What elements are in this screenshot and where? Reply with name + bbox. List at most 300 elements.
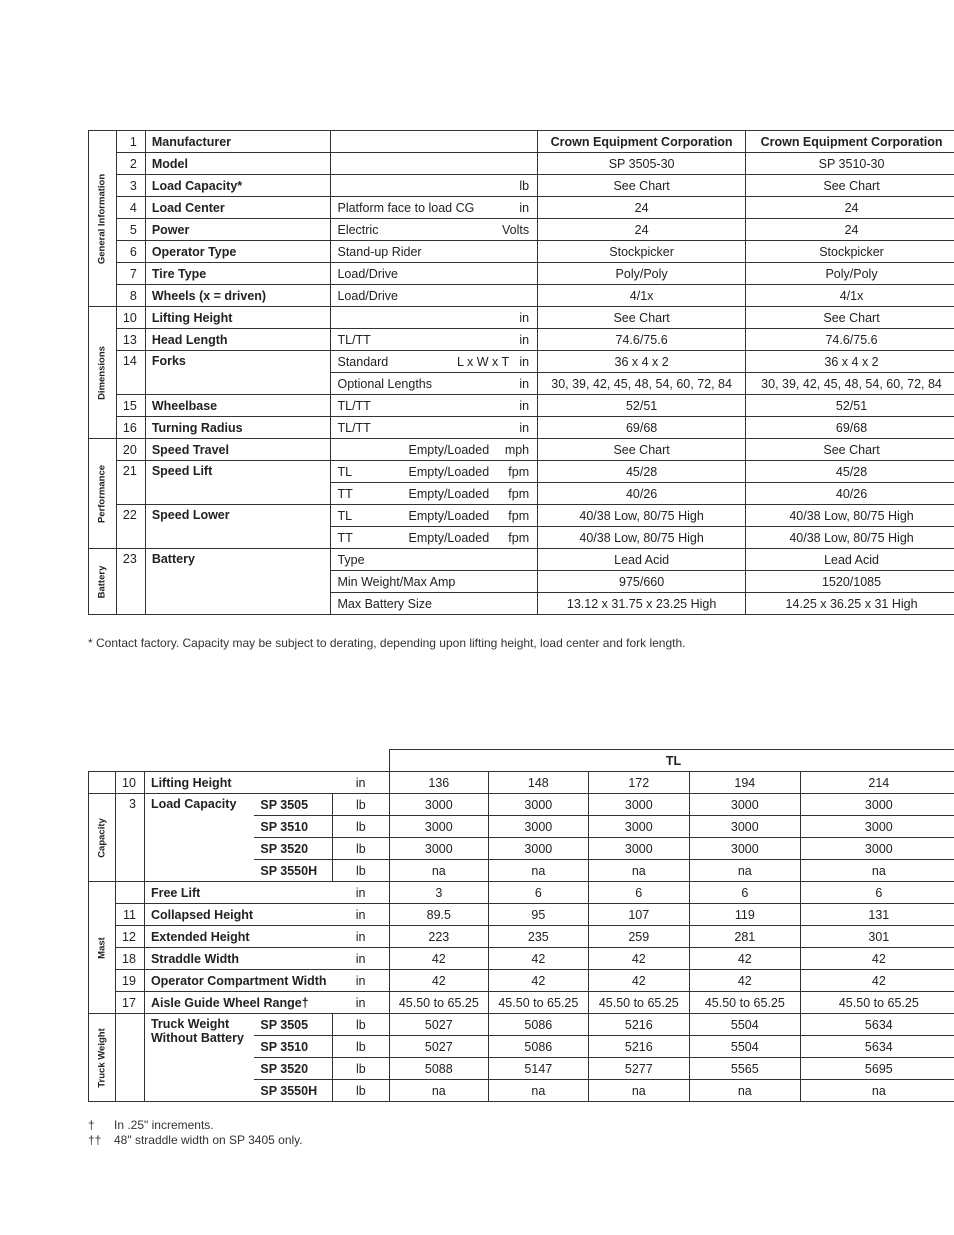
spec-row: [89, 131, 954, 153]
row-label: [144, 992, 332, 1014]
section-label-text: Mast: [96, 936, 108, 959]
row-label: [144, 1014, 254, 1102]
spec-text: Max Battery Size: [337, 596, 432, 611]
value-cell: 24: [746, 219, 954, 241]
section-label-text: Battery: [96, 565, 108, 598]
value-cell: 5695: [800, 1058, 954, 1080]
spec-text: Stand-up Rider: [337, 244, 422, 259]
row-spec: [331, 461, 538, 483]
value-cell: na: [389, 1080, 489, 1102]
row-spec: [331, 153, 538, 175]
spec-text: TL/TT: [337, 332, 371, 347]
row-number: 12: [115, 926, 144, 948]
spec-text: Standard: [337, 354, 389, 369]
value-cell: 5147: [489, 1058, 589, 1080]
row-spec: [331, 307, 538, 329]
value-cell: Lead Acid: [746, 549, 954, 571]
footnote-capacity: * Contact factory. Capacity may be subject to derating, depending upon lifting height, load center and fork length.: [88, 636, 686, 650]
value-cell: 235: [489, 926, 589, 948]
spec-row: [89, 461, 954, 483]
value-cell: 6: [489, 882, 589, 904]
spec-row: [89, 153, 954, 175]
spec-condition: Empty/Loaded: [408, 530, 490, 545]
unit-cell: lb: [333, 838, 390, 860]
row-number: 17: [115, 992, 144, 1014]
value-cell: 5504: [689, 1014, 800, 1036]
value-cell: 45.50 to 65.25: [689, 992, 800, 1014]
row-label: Tire Type: [145, 263, 331, 285]
spec-row: [89, 439, 954, 461]
value-cell: 42: [489, 948, 589, 970]
spec-unit: fpm: [508, 486, 530, 501]
row-label-text: Straddle Width: [150, 951, 240, 966]
value-cell: 3000: [800, 794, 954, 816]
row-label: Wheels (x = driven): [145, 285, 331, 307]
value-cell: 36 x 4 x 2: [746, 351, 954, 373]
row-label: [144, 948, 332, 970]
value-cell: 259: [588, 926, 689, 948]
capacity-row: [89, 926, 954, 948]
value-cell: 3000: [588, 816, 689, 838]
row-number: 3: [115, 794, 144, 882]
value-cell: 95: [489, 904, 589, 926]
row-number: 20: [116, 439, 145, 461]
value-cell: na: [389, 860, 489, 882]
value-cell: 1520/1085: [746, 571, 954, 593]
spec-text: TT: [337, 486, 353, 501]
row-number: 16: [116, 417, 145, 439]
row-label-text: Truck Weight: [150, 1017, 230, 1031]
value-cell: 42: [389, 948, 489, 970]
value-cell: 5565: [689, 1058, 800, 1080]
row-label: Speed Lift: [145, 461, 331, 505]
row-label: Load Capacity*: [145, 175, 331, 197]
value-cell: 45.50 to 65.25: [800, 992, 954, 1014]
value-cell: Crown Equipment Corporation: [538, 131, 746, 153]
row-number: 13: [116, 329, 145, 351]
spec-row: [89, 175, 954, 197]
capacity-row: [89, 772, 954, 794]
unit-cell: in: [333, 948, 390, 970]
unit-cell: lb: [333, 794, 390, 816]
value-cell: 42: [588, 948, 689, 970]
footnote-dagger: † In .25" increments.: [88, 1118, 214, 1132]
section-label-text: Truck Weight: [96, 1027, 108, 1088]
value-cell: See Chart: [746, 439, 954, 461]
capacity-row: [89, 970, 954, 992]
unit-cell: lb: [333, 816, 390, 838]
value-cell: 30, 39, 42, 45, 48, 54, 60, 72, 84: [538, 373, 746, 395]
value-cell: See Chart: [538, 439, 746, 461]
value-cell: 45/28: [538, 461, 746, 483]
row-label: [144, 904, 332, 926]
unit-cell: lb: [333, 1036, 390, 1058]
row-spec: [331, 329, 538, 351]
spec-unit: Volts: [502, 222, 530, 237]
value-cell: 131: [800, 904, 954, 926]
row-spec: [331, 417, 538, 439]
capacity-table: [88, 749, 954, 1102]
unit-cell: in: [333, 772, 390, 794]
value-cell: 13.12 x 31.75 x 23.25 High: [538, 593, 746, 615]
spec-text: TL/TT: [337, 420, 371, 435]
section-label: [89, 131, 117, 307]
row-spec: [331, 175, 538, 197]
row-label: [144, 794, 254, 882]
value-cell: 42: [800, 948, 954, 970]
row-label: [144, 970, 332, 992]
row-label-text: Lifting Height: [150, 775, 232, 790]
capacity-row: [89, 882, 954, 904]
value-cell: 42: [389, 970, 489, 992]
row-number: 10: [116, 307, 145, 329]
row-spec: [331, 263, 538, 285]
value-cell: 3000: [800, 838, 954, 860]
value-cell: 24: [538, 197, 746, 219]
section-label-text: Performance: [96, 464, 108, 523]
value-cell: 74.6/75.6: [538, 329, 746, 351]
value-cell: 107: [588, 904, 689, 926]
spec-unit: in: [519, 354, 530, 369]
model-label: SP 3510: [254, 1036, 332, 1058]
spec-text: Electric: [337, 222, 379, 237]
footnote-double-dagger: †† 48" straddle width on SP 3405 only.: [88, 1133, 303, 1147]
row-spec: [331, 593, 538, 615]
row-number: 22: [116, 505, 145, 549]
value-cell: 3000: [689, 816, 800, 838]
value-cell: 6: [800, 882, 954, 904]
value-cell: 52/51: [538, 395, 746, 417]
row-label: Speed Travel: [145, 439, 331, 461]
unit-cell: in: [333, 992, 390, 1014]
row-label: Turning Radius: [145, 417, 331, 439]
section-label-text: Dimensions: [96, 345, 108, 400]
value-cell: 3000: [489, 816, 589, 838]
value-cell: 3000: [389, 816, 489, 838]
value-cell: 14.25 x 36.25 x 31 High: [746, 593, 954, 615]
row-label: Lifting Height: [145, 307, 331, 329]
value-cell: 42: [689, 970, 800, 992]
value-cell: 3000: [489, 794, 589, 816]
spec-row: [89, 351, 954, 373]
row-number: 15: [116, 395, 145, 417]
row-spec: [331, 373, 538, 395]
value-cell: 4/1x: [538, 285, 746, 307]
value-cell: na: [800, 1080, 954, 1102]
spec-row: [89, 219, 954, 241]
row-number: 8: [116, 285, 145, 307]
unit-cell: in: [333, 970, 390, 992]
spec-text: Optional Lengths: [337, 376, 432, 391]
row-number: 7: [116, 263, 145, 285]
value-cell: 45/28: [746, 461, 954, 483]
spec-text: TL: [337, 464, 353, 479]
value-cell: 194: [689, 772, 800, 794]
value-cell: na: [489, 860, 589, 882]
section-label: [89, 882, 116, 1014]
row-number: 1: [116, 131, 145, 153]
row-label-text: Free Lift: [150, 885, 201, 900]
model-label: SP 3505: [254, 794, 332, 816]
unit-cell: in: [333, 904, 390, 926]
value-cell: 5216: [588, 1014, 689, 1036]
row-spec: [331, 285, 538, 307]
section-label: [89, 307, 117, 439]
value-cell: 40/38 Low, 80/75 High: [746, 527, 954, 549]
value-cell: 5277: [588, 1058, 689, 1080]
value-cell: SP 3505-30: [538, 153, 746, 175]
value-cell: See Chart: [746, 307, 954, 329]
value-cell: 172: [588, 772, 689, 794]
spec-text: TL/TT: [337, 398, 371, 413]
value-cell: na: [689, 860, 800, 882]
spec-unit: in: [519, 200, 530, 215]
value-cell: 36 x 4 x 2: [538, 351, 746, 373]
spec-unit: in: [519, 398, 530, 413]
value-cell: 5634: [800, 1036, 954, 1058]
spec-row: [89, 329, 954, 351]
capacity-row: [89, 1014, 954, 1036]
model-label: SP 3550H: [254, 860, 332, 882]
row-number: 5: [116, 219, 145, 241]
spec-text: Platform face to load CG: [337, 200, 475, 215]
value-cell: 3000: [489, 838, 589, 860]
value-cell: 148: [489, 772, 589, 794]
value-cell: 40/26: [746, 483, 954, 505]
value-cell: na: [800, 860, 954, 882]
row-label: Manufacturer: [145, 131, 331, 153]
value-cell: 69/68: [746, 417, 954, 439]
unit-cell: lb: [333, 1058, 390, 1080]
section-label: [89, 439, 117, 549]
spec-text: Load/Drive: [337, 266, 398, 281]
capacity-row: [89, 948, 954, 970]
spec-row: [89, 307, 954, 329]
section-label: [89, 549, 117, 615]
row-label: [144, 882, 332, 904]
row-label-text: Extended Height: [150, 929, 250, 944]
model-label: SP 3520: [254, 1058, 332, 1080]
spec-condition: Empty/Loaded: [408, 442, 490, 457]
value-cell: Poly/Poly: [746, 263, 954, 285]
row-label-text: Load Capacity: [150, 797, 237, 811]
section-label-text: Capacity: [96, 817, 108, 858]
row-number: 18: [115, 948, 144, 970]
model-label: SP 3510: [254, 816, 332, 838]
value-cell: na: [588, 1080, 689, 1102]
value-cell: 3000: [689, 794, 800, 816]
value-cell: Stockpicker: [538, 241, 746, 263]
spec-text: Load/Drive: [337, 288, 398, 303]
row-label: Speed Lower: [145, 505, 331, 549]
model-label: SP 3520: [254, 838, 332, 860]
value-cell: See Chart: [538, 175, 746, 197]
value-cell: 42: [588, 970, 689, 992]
spec-row: [89, 263, 954, 285]
value-cell: 5027: [389, 1036, 489, 1058]
value-cell: 119: [689, 904, 800, 926]
value-cell: 42: [689, 948, 800, 970]
value-cell: 3000: [800, 816, 954, 838]
row-number: 6: [116, 241, 145, 263]
value-cell: 3000: [588, 794, 689, 816]
spec-unit: in: [519, 310, 530, 325]
row-number: 14: [116, 351, 145, 395]
spec-text: TT: [337, 530, 353, 545]
value-cell: 3000: [588, 838, 689, 860]
row-number: [115, 1014, 144, 1102]
value-cell: na: [588, 860, 689, 882]
row-spec: [331, 241, 538, 263]
value-cell: 40/38 Low, 80/75 High: [538, 505, 746, 527]
value-cell: na: [689, 1080, 800, 1102]
section-label: [89, 1014, 116, 1102]
value-cell: 42: [800, 970, 954, 992]
spec-row: [89, 505, 954, 527]
row-label-text: Aisle Guide Wheel Range†: [150, 995, 309, 1010]
value-cell: See Chart: [746, 175, 954, 197]
value-cell: 975/660: [538, 571, 746, 593]
header-spacer: [89, 750, 390, 772]
value-cell: 42: [489, 970, 589, 992]
row-number: 19: [115, 970, 144, 992]
row-spec: [331, 527, 538, 549]
row-number: 4: [116, 197, 145, 219]
spec-row: [89, 241, 954, 263]
unit-cell: lb: [333, 860, 390, 882]
spec-unit: fpm: [508, 530, 530, 545]
row-spec: [331, 505, 538, 527]
spec-row: [89, 549, 954, 571]
value-cell: 301: [800, 926, 954, 948]
row-spec: [331, 197, 538, 219]
row-label: Operator Type: [145, 241, 331, 263]
value-cell: 3: [389, 882, 489, 904]
spec-unit: in: [519, 332, 530, 347]
row-number: 10: [115, 772, 144, 794]
row-label-text-2: Without Battery: [150, 1031, 244, 1045]
row-label: [144, 772, 332, 794]
spec-unit: fpm: [508, 508, 530, 523]
spec-unit: in: [519, 420, 530, 435]
value-cell: 52/51: [746, 395, 954, 417]
value-cell: 5088: [389, 1058, 489, 1080]
value-cell: 89.5: [389, 904, 489, 926]
spec-unit: lb: [519, 178, 530, 193]
value-cell: 30, 39, 42, 45, 48, 54, 60, 72, 84: [746, 373, 954, 395]
section-empty: [89, 772, 116, 794]
value-cell: na: [489, 1080, 589, 1102]
value-cell: 40/38 Low, 80/75 High: [538, 527, 746, 549]
value-cell: 3000: [389, 794, 489, 816]
model-label: SP 3550H: [254, 1080, 332, 1102]
row-label: Wheelbase: [145, 395, 331, 417]
value-cell: 281: [689, 926, 800, 948]
value-cell: 45.50 to 65.25: [489, 992, 589, 1014]
row-spec: [331, 439, 538, 461]
spec-row: [89, 395, 954, 417]
row-number: [115, 882, 144, 904]
value-cell: 5504: [689, 1036, 800, 1058]
unit-cell: in: [333, 926, 390, 948]
value-cell: 5634: [800, 1014, 954, 1036]
spec-text: Min Weight/Max Amp: [337, 574, 456, 589]
capacity-row: [89, 904, 954, 926]
value-cell: 3000: [389, 838, 489, 860]
value-cell: Poly/Poly: [538, 263, 746, 285]
header-row: [89, 750, 954, 772]
row-number: 11: [115, 904, 144, 926]
row-spec: [331, 483, 538, 505]
value-cell: Crown Equipment Corporation: [746, 131, 954, 153]
spec-unit: fpm: [508, 464, 530, 479]
section-label: [89, 794, 116, 882]
unit-cell: in: [333, 882, 390, 904]
value-cell: SP 3510-30: [746, 153, 954, 175]
row-spec: [331, 219, 538, 241]
capacity-row: [89, 794, 954, 816]
row-label-text: Operator Compartment Width: [150, 973, 327, 988]
column-group-header: TL: [389, 750, 954, 772]
value-cell: 6: [689, 882, 800, 904]
row-number: 3: [116, 175, 145, 197]
spec-row: [89, 417, 954, 439]
value-cell: 45.50 to 65.25: [588, 992, 689, 1014]
value-cell: See Chart: [538, 307, 746, 329]
row-label-text: Collapsed Height: [150, 907, 254, 922]
capacity-row: [89, 992, 954, 1014]
spec-unit: mph: [504, 442, 530, 457]
model-label: SP 3505: [254, 1014, 332, 1036]
row-spec: [331, 395, 538, 417]
spec-table: [88, 130, 954, 615]
value-cell: 45.50 to 65.25: [389, 992, 489, 1014]
unit-cell: lb: [333, 1014, 390, 1036]
row-spec: [331, 571, 538, 593]
value-cell: 24: [746, 197, 954, 219]
spec-unit: in: [519, 376, 530, 391]
spec-text: Type: [337, 552, 365, 567]
value-cell: 136: [389, 772, 489, 794]
spec-row: [89, 285, 954, 307]
row-label: Head Length: [145, 329, 331, 351]
value-cell: 214: [800, 772, 954, 794]
row-label: Power: [145, 219, 331, 241]
spec-text: TL: [337, 508, 353, 523]
value-cell: 5086: [489, 1036, 589, 1058]
row-spec: [331, 549, 538, 571]
row-label: Load Center: [145, 197, 331, 219]
value-cell: 40/38 Low, 80/75 High: [746, 505, 954, 527]
unit-cell: lb: [333, 1080, 390, 1102]
spec-condition: Empty/Loaded: [408, 464, 490, 479]
value-cell: 40/26: [538, 483, 746, 505]
section-label-text: General Information: [96, 173, 108, 264]
spec-condition: Empty/Loaded: [408, 508, 490, 523]
row-label: [144, 926, 332, 948]
value-cell: 69/68: [538, 417, 746, 439]
value-cell: 5216: [588, 1036, 689, 1058]
spec-condition: Empty/Loaded: [408, 486, 490, 501]
value-cell: 223: [389, 926, 489, 948]
row-label: Model: [145, 153, 331, 175]
value-cell: Lead Acid: [538, 549, 746, 571]
row-number: 23: [116, 549, 145, 615]
row-number: 2: [116, 153, 145, 175]
row-number: 21: [116, 461, 145, 505]
value-cell: 4/1x: [746, 285, 954, 307]
value-cell: 5027: [389, 1014, 489, 1036]
